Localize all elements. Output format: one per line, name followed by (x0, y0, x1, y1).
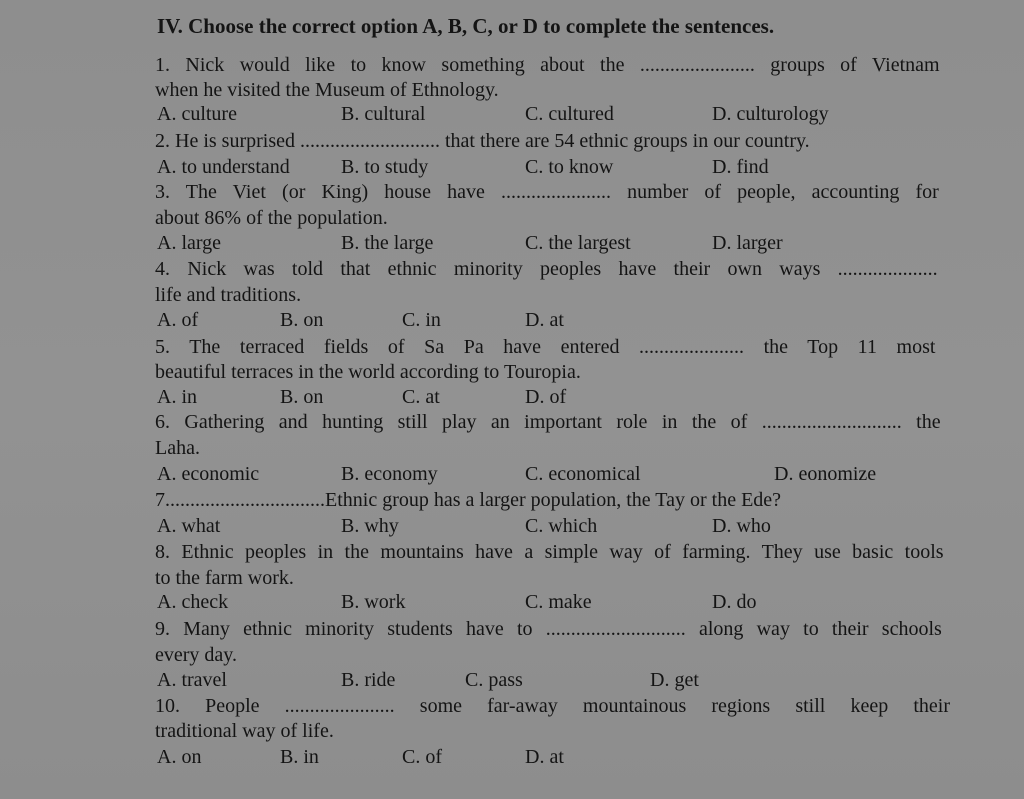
question-10-line-1: 10. People ...................... some far-away mountainous regions still keep their (155, 695, 950, 717)
question-6-option-a[interactable]: A. economic (157, 463, 260, 485)
question-6-option-b[interactable]: B. economy (341, 463, 438, 485)
question-8-option-a[interactable]: A. check (157, 591, 229, 613)
question-5-line-2: beautiful terraces in the world according to Touropia. (155, 361, 581, 383)
question-5-option-b[interactable]: B. on (280, 386, 324, 408)
question-6-line-1: 6. Gathering and hunting still play an important role in the of ............................ the (155, 411, 941, 433)
question-6-option-d[interactable]: D. eonomize (774, 463, 877, 485)
section-title: IV. Choose the correct option A, B, C, or D to complete the sentences. (157, 14, 775, 38)
question-3-option-b[interactable]: B. the large (341, 232, 434, 254)
question-4-option-b[interactable]: B. on (280, 309, 324, 331)
question-6-option-c[interactable]: C. economical (525, 463, 641, 485)
question-2-option-a[interactable]: A. to understand (157, 156, 290, 178)
question-8-line-1: 8. Ethnic peoples in the mountains have a simple way of farming. They use basic tools (155, 541, 944, 563)
question-10-option-c[interactable]: C. of (402, 746, 442, 768)
question-4-option-a[interactable]: A. of (157, 309, 199, 331)
question-5-option-d[interactable]: D. of (525, 386, 567, 408)
question-1-option-d[interactable]: D. culturology (712, 103, 829, 125)
question-5-option-a[interactable]: A. in (157, 386, 197, 408)
question-9-option-b[interactable]: B. ride (341, 669, 396, 691)
question-7-option-b[interactable]: B. why (341, 515, 399, 537)
question-7-line-1: 7................................Ethnic group has a larger population, the Tay or the Ede? (155, 489, 782, 511)
question-1-option-b[interactable]: B. cultural (341, 103, 426, 125)
question-7-option-d[interactable]: D. who (712, 515, 771, 537)
question-10-option-a[interactable]: A. on (157, 746, 202, 768)
question-5-line-1: 5. The terraced fields of Sa Pa have entered ..................... the Top 11 most (155, 336, 936, 358)
question-10-option-d[interactable]: D. at (525, 746, 564, 768)
question-9-line-2: every day. (155, 644, 237, 666)
question-1-option-a[interactable]: A. culture (157, 103, 237, 125)
question-2-option-b[interactable]: B. to study (341, 156, 429, 178)
question-3-option-c[interactable]: C. the largest (525, 232, 631, 254)
question-3-option-a[interactable]: A. large (157, 232, 222, 254)
question-1-line-2: when he visited the Museum of Ethnology. (155, 79, 499, 101)
question-4-line-2: life and traditions. (155, 284, 302, 306)
question-8-option-d[interactable]: D. do (712, 591, 757, 613)
question-9-option-a[interactable]: A. travel (157, 669, 227, 691)
question-10-option-b[interactable]: B. in (280, 746, 319, 768)
question-8-option-c[interactable]: C. make (525, 591, 592, 613)
question-1-line-1: 1. Nick would like to know something about the ....................... groups of Vietnam (155, 54, 940, 76)
question-5-option-c[interactable]: C. at (402, 386, 440, 408)
question-10-line-2: traditional way of life. (155, 720, 334, 742)
question-1-option-c[interactable]: C. cultured (525, 103, 614, 125)
question-3-line-2: about 86% of the population. (155, 207, 388, 229)
question-2-option-c[interactable]: C. to know (525, 156, 614, 178)
question-4-option-d[interactable]: D. at (525, 309, 564, 331)
question-8-line-2: to the farm work. (155, 567, 294, 589)
question-9-option-c[interactable]: C. pass (465, 669, 523, 691)
question-9-option-d[interactable]: D. get (650, 669, 699, 691)
question-3-option-d[interactable]: D. larger (712, 232, 783, 254)
question-2-option-d[interactable]: D. find (712, 156, 769, 178)
question-9-line-1: 9. Many ethnic minority students have to ............................ along way to their schools (155, 618, 942, 640)
question-7-option-c[interactable]: C. which (525, 515, 598, 537)
question-8-option-b[interactable]: B. work (341, 591, 406, 613)
question-7-option-a[interactable]: A. what (157, 515, 221, 537)
question-4-line-1: 4. Nick was told that ethnic minority peoples have their own ways .................... (155, 258, 938, 280)
question-6-line-2: Laha. (155, 437, 200, 459)
question-2-line-1: 2. He is surprised ............................ that there are 54 ethnic groups in our country. (155, 130, 810, 152)
question-4-option-c[interactable]: C. in (402, 309, 441, 331)
question-3-line-1: 3. The Viet (or King) house have ...................... number of people, accounting for (155, 181, 939, 203)
